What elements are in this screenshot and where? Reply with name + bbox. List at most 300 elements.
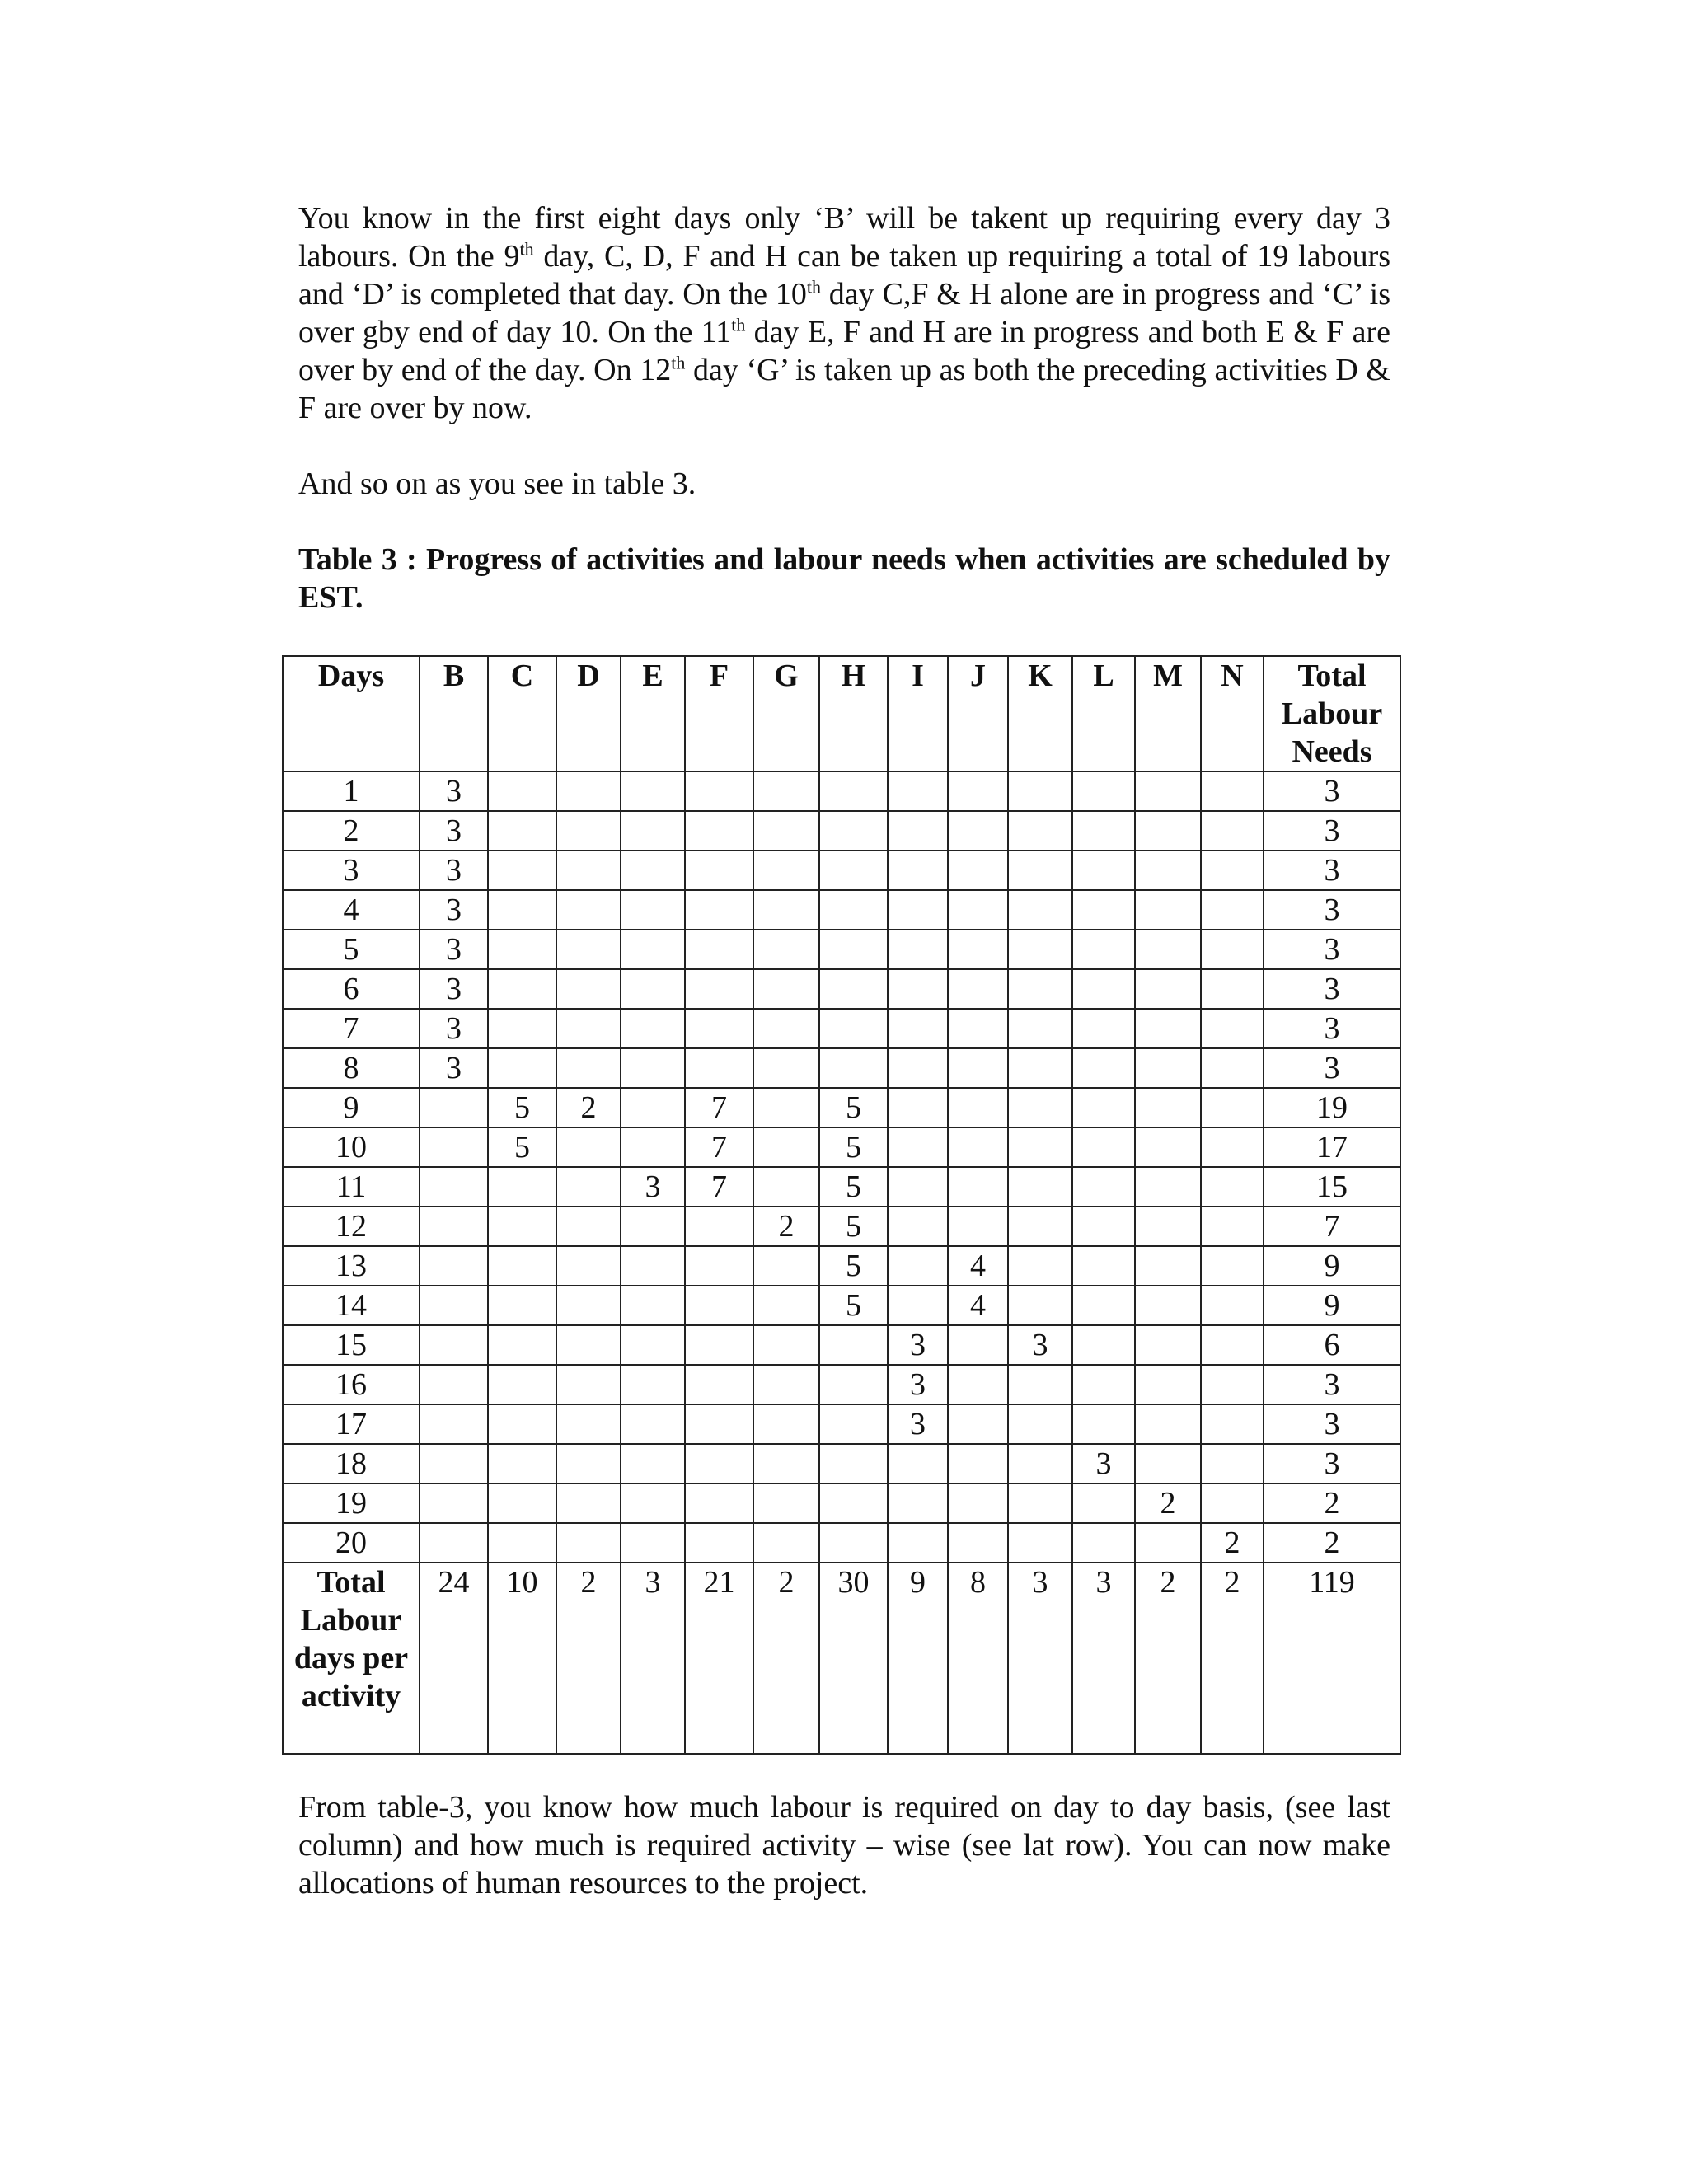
total-needs-cell: 2 (1264, 1523, 1400, 1563)
labour-cell (1072, 1246, 1135, 1286)
labour-cell (753, 1246, 819, 1286)
labour-cell (556, 1009, 621, 1048)
labour-cell: 2 (1201, 1523, 1264, 1563)
labour-cell (488, 771, 556, 811)
activity-total-cell: 30 (819, 1563, 888, 1754)
labour-cell (948, 771, 1008, 811)
labour-cell: 3 (420, 851, 488, 890)
labour-cell (621, 1246, 685, 1286)
day-cell: 10 (283, 1127, 420, 1167)
labour-cell (1201, 1246, 1264, 1286)
labour-cell (1008, 930, 1072, 969)
activity-total-cell: 119 (1264, 1563, 1400, 1754)
labour-cell (488, 1365, 556, 1404)
labour-cell: 7 (685, 1127, 753, 1167)
labour-cell: 3 (888, 1404, 948, 1444)
labour-cell (621, 851, 685, 890)
labour-cell (888, 1009, 948, 1048)
table-row (283, 1207, 1400, 1246)
column-header: M (1135, 656, 1201, 771)
labour-cell: 3 (888, 1365, 948, 1404)
total-needs-cell: 15 (1264, 1167, 1400, 1207)
labour-cell (753, 1009, 819, 1048)
labour-cell (420, 1127, 488, 1167)
labour-cell (488, 1048, 556, 1088)
total-needs-cell: 19 (1264, 1088, 1400, 1127)
labour-cell: 3 (420, 969, 488, 1009)
labour-cell (753, 890, 819, 930)
labour-cell (1008, 890, 1072, 930)
labour-cell (1201, 811, 1264, 851)
labour-cell: 2 (753, 1207, 819, 1246)
table-row (283, 1009, 1400, 1048)
labour-cell (948, 1523, 1008, 1563)
labour-cell (621, 1325, 685, 1365)
labour-cell (1072, 890, 1135, 930)
labour-cell (1008, 1127, 1072, 1167)
labour-cell (621, 811, 685, 851)
labour-cell (948, 969, 1008, 1009)
labour-cell (1135, 1404, 1201, 1444)
day-cell: 5 (283, 930, 420, 969)
labour-cell (621, 1207, 685, 1246)
labour-cell (1201, 771, 1264, 811)
table-row (283, 1404, 1400, 1444)
labour-cell (488, 969, 556, 1009)
labour-cell (1135, 930, 1201, 969)
labour-cell (621, 1088, 685, 1127)
labour-cell: 5 (819, 1286, 888, 1325)
labour-cell (753, 969, 819, 1009)
labour-cell: 3 (1008, 1325, 1072, 1365)
labour-cell (948, 1404, 1008, 1444)
total-needs-cell: 3 (1264, 1009, 1400, 1048)
labour-cell (1201, 969, 1264, 1009)
labour-cell (1072, 811, 1135, 851)
labour-cell: 7 (685, 1088, 753, 1127)
labour-cell (556, 1523, 621, 1563)
activity-total-cell: 3 (1072, 1563, 1135, 1754)
labour-cell (685, 1286, 753, 1325)
table-row (283, 1325, 1400, 1365)
table-row (283, 1088, 1400, 1127)
labour-cell (685, 1365, 753, 1404)
labour-cell (420, 1404, 488, 1444)
labour-cell (948, 930, 1008, 969)
labour-cell (819, 930, 888, 969)
total-needs-cell: 17 (1264, 1127, 1400, 1167)
labour-cell (819, 1444, 888, 1483)
day-cell: 9 (283, 1088, 420, 1127)
day-cell: 14 (283, 1286, 420, 1325)
day-cell: 1 (283, 771, 420, 811)
labour-cell (948, 1127, 1008, 1167)
table-row (283, 1286, 1400, 1325)
labour-cell (1135, 1286, 1201, 1325)
labour-cell (1072, 1365, 1135, 1404)
labour-cell (621, 969, 685, 1009)
labour-cell: 3 (621, 1167, 685, 1207)
text-run: day, C, D, F and H can be taken up requiring a total of 19 labours and ‘D’ is completed that day. On the 10 (298, 239, 1391, 312)
labour-cell: 5 (819, 1207, 888, 1246)
labour-cell (685, 851, 753, 890)
labour-cell (888, 1483, 948, 1523)
labour-cell (888, 969, 948, 1009)
labour-cell (1201, 1325, 1264, 1365)
labour-cell: 3 (420, 1048, 488, 1088)
labour-cell (888, 771, 948, 811)
labour-cell (888, 930, 948, 969)
labour-cell (420, 1207, 488, 1246)
labour-cell (685, 930, 753, 969)
table-row (283, 1523, 1400, 1563)
labour-cell (488, 811, 556, 851)
labour-cell (1072, 1127, 1135, 1167)
day-cell: 19 (283, 1483, 420, 1523)
total-needs-cell: 6 (1264, 1325, 1400, 1365)
labour-cell (1008, 1444, 1072, 1483)
total-needs-cell: 9 (1264, 1246, 1400, 1286)
labour-cell (420, 1523, 488, 1563)
labour-cell (1135, 811, 1201, 851)
labour-cell (1135, 1048, 1201, 1088)
table-row (283, 1365, 1400, 1404)
labour-cell (488, 1167, 556, 1207)
intro-paragraph (298, 199, 1390, 427)
labour-cell (621, 890, 685, 930)
labour-cell (1135, 890, 1201, 930)
labour-cell (948, 890, 1008, 930)
labour-cell (685, 1325, 753, 1365)
labour-cell (1008, 811, 1072, 851)
labour-cell (621, 771, 685, 811)
labour-cell (488, 851, 556, 890)
labour-cell (1072, 1483, 1135, 1523)
labour-cell (1008, 851, 1072, 890)
labour-cell (1008, 1523, 1072, 1563)
labour-cell (621, 1048, 685, 1088)
labour-cell (819, 1048, 888, 1088)
labour-cell (621, 930, 685, 969)
labour-cell (556, 1246, 621, 1286)
closing-paragraph: From table-3, you know how much labour is required on day to day basis, (see last column) and how much is required activity – wise (see lat row). You can now make allocations of human resources to the project. (298, 1790, 1390, 1900)
labour-cell (1072, 1048, 1135, 1088)
day-cell: 20 (283, 1523, 420, 1563)
total-needs-cell: 3 (1264, 851, 1400, 890)
labour-cell (1135, 1127, 1201, 1167)
labour-cell (753, 1088, 819, 1127)
labour-cell (948, 1365, 1008, 1404)
labour-cell (420, 1325, 488, 1365)
day-cell: 18 (283, 1444, 420, 1483)
labour-cell (621, 1404, 685, 1444)
labour-cell (420, 1286, 488, 1325)
text-run: day ‘G’ is taken up as both the preceding activities D & F are over by now. (298, 353, 1390, 425)
labour-cell (488, 1009, 556, 1048)
labour-cell (1201, 1404, 1264, 1444)
labour-cell (819, 1523, 888, 1563)
labour-cell (753, 811, 819, 851)
labour-cell: 7 (685, 1167, 753, 1207)
total-needs-cell: 3 (1264, 969, 1400, 1009)
labour-cell (753, 1444, 819, 1483)
labour-cell (1135, 1009, 1201, 1048)
labour-cell (753, 930, 819, 969)
table-row (283, 969, 1400, 1009)
table-row (283, 930, 1400, 969)
labour-cell (1008, 1088, 1072, 1127)
labour-cell (1135, 1246, 1201, 1286)
labour-cell (1072, 851, 1135, 890)
table-header-row (283, 656, 1400, 771)
labour-cell (888, 811, 948, 851)
labour-cell (1072, 1088, 1135, 1127)
labour-cell (420, 1483, 488, 1523)
column-header: E (621, 656, 685, 771)
labour-cell (1135, 1444, 1201, 1483)
labour-cell: 2 (556, 1088, 621, 1127)
table-row (283, 1127, 1400, 1167)
column-header: H (819, 656, 888, 771)
labour-cell: 3 (1072, 1444, 1135, 1483)
labour-cell (1201, 930, 1264, 969)
labour-cell (1008, 969, 1072, 1009)
column-header: B (420, 656, 488, 771)
labour-cell (819, 969, 888, 1009)
day-cell: 17 (283, 1404, 420, 1444)
labour-cell (420, 1167, 488, 1207)
labour-cell (488, 930, 556, 969)
labour-cell (819, 851, 888, 890)
labour-cell (1201, 1483, 1264, 1523)
labour-cell (888, 1127, 948, 1167)
labour-cell (420, 1088, 488, 1127)
labour-cell (556, 930, 621, 969)
labour-cell (1008, 1286, 1072, 1325)
labour-cell (1072, 1167, 1135, 1207)
labour-cell (556, 1404, 621, 1444)
column-header: C (488, 656, 556, 771)
labour-cell (1201, 1444, 1264, 1483)
labour-cell (753, 771, 819, 811)
labour-cell (1008, 1009, 1072, 1048)
day-cell: 7 (283, 1009, 420, 1048)
labour-cell: 5 (819, 1088, 888, 1127)
labour-cell (1072, 1523, 1135, 1563)
labour-cell (685, 1246, 753, 1286)
table-row (283, 890, 1400, 930)
labour-cell (1201, 1127, 1264, 1167)
total-needs-cell: 3 (1264, 1404, 1400, 1444)
labour-cell (685, 1404, 753, 1444)
labour-cell: 5 (488, 1127, 556, 1167)
labour-cell: 4 (948, 1246, 1008, 1286)
activity-total-cell: 2 (1135, 1563, 1201, 1754)
labour-cell (888, 1048, 948, 1088)
labour-cell (753, 1325, 819, 1365)
day-cell: 16 (283, 1365, 420, 1404)
column-header: G (753, 656, 819, 771)
labour-cell (488, 1207, 556, 1246)
labour-cell (488, 1246, 556, 1286)
activity-total-cell: 2 (556, 1563, 621, 1754)
labour-cell (1201, 890, 1264, 930)
labour-cell (948, 1325, 1008, 1365)
activity-total-cell: 8 (948, 1563, 1008, 1754)
labour-cell (1135, 1365, 1201, 1404)
total-row (283, 1563, 1400, 1754)
labour-cell (685, 1523, 753, 1563)
labour-cell (420, 1246, 488, 1286)
labour-cell (1008, 1404, 1072, 1444)
ordinal-suffix: th (519, 238, 534, 260)
column-header: D (556, 656, 621, 771)
labour-cell (685, 890, 753, 930)
labour-cell (888, 890, 948, 930)
labour-cell (819, 811, 888, 851)
labour-cell (753, 1523, 819, 1563)
total-needs-cell: 9 (1264, 1286, 1400, 1325)
column-header: Total Labour Needs (1264, 656, 1400, 771)
labour-cell (556, 1325, 621, 1365)
labour-cell (556, 1444, 621, 1483)
column-header: J (948, 656, 1008, 771)
labour-cell (948, 1048, 1008, 1088)
labour-cell (819, 1009, 888, 1048)
labour-cell (1072, 771, 1135, 811)
labour-cell (753, 1048, 819, 1088)
labour-cell: 3 (420, 1009, 488, 1048)
labour-cell (420, 1444, 488, 1483)
labour-cell (1135, 1325, 1201, 1365)
labour-cell (1201, 1286, 1264, 1325)
labour-cell (685, 1444, 753, 1483)
labour-cell: 3 (420, 890, 488, 930)
labour-cell (888, 1523, 948, 1563)
total-needs-cell: 2 (1264, 1483, 1400, 1523)
table-row (283, 1444, 1400, 1483)
labour-cell (1135, 1088, 1201, 1127)
text-run: day C,F & H alone are in progress and ‘C’ is over gby end of day 10. On the 11 (298, 277, 1390, 349)
text-run: You know in the first eight days only ‘B’ will be takent up requiring every day 3 labours. On the 9 (298, 201, 1390, 274)
day-cell: 2 (283, 811, 420, 851)
labour-cell (948, 1009, 1008, 1048)
labour-cell: 5 (488, 1088, 556, 1127)
labour-cell (948, 1167, 1008, 1207)
column-header: F (685, 656, 753, 771)
labour-cell: 4 (948, 1286, 1008, 1325)
activity-total-cell: 24 (420, 1563, 488, 1754)
labour-cell (488, 1404, 556, 1444)
labour-cell (888, 1444, 948, 1483)
labour-cell (1201, 851, 1264, 890)
labour-needs-table (282, 655, 1401, 1755)
labour-cell (948, 1088, 1008, 1127)
labour-cell (753, 1365, 819, 1404)
total-row-label: Total Labour days per activity (283, 1563, 420, 1754)
labour-cell (948, 851, 1008, 890)
labour-cell (488, 1523, 556, 1563)
labour-cell (819, 1365, 888, 1404)
labour-cell (888, 1167, 948, 1207)
labour-cell (1072, 1404, 1135, 1444)
labour-cell (1008, 1207, 1072, 1246)
labour-cell (1008, 1365, 1072, 1404)
activity-total-cell: 2 (1201, 1563, 1264, 1754)
labour-cell (556, 771, 621, 811)
labour-cell (556, 1483, 621, 1523)
labour-cell (621, 1523, 685, 1563)
labour-cell (556, 890, 621, 930)
labour-cell (948, 1483, 1008, 1523)
column-header: N (1201, 656, 1264, 771)
day-cell: 12 (283, 1207, 420, 1246)
labour-cell (556, 851, 621, 890)
table-body (283, 771, 1400, 1754)
total-needs-cell: 3 (1264, 1365, 1400, 1404)
labour-cell: 3 (420, 930, 488, 969)
table-row (283, 811, 1400, 851)
day-cell: 4 (283, 890, 420, 930)
total-needs-cell: 3 (1264, 811, 1400, 851)
labour-cell (685, 1207, 753, 1246)
labour-cell (556, 1286, 621, 1325)
labour-cell (948, 811, 1008, 851)
labour-cell (556, 1207, 621, 1246)
column-header: L (1072, 656, 1135, 771)
labour-cell (888, 1246, 948, 1286)
ordinal-suffix: th (806, 276, 821, 298)
activity-total-cell: 3 (1008, 1563, 1072, 1754)
labour-cell (556, 1127, 621, 1167)
labour-cell (1135, 1523, 1201, 1563)
labour-cell (1008, 1483, 1072, 1523)
labour-cell (1201, 1167, 1264, 1207)
labour-cell (948, 1444, 1008, 1483)
labour-cell: 5 (819, 1127, 888, 1167)
labour-cell: 3 (888, 1325, 948, 1365)
labour-cell (1072, 969, 1135, 1009)
table-row (283, 851, 1400, 890)
labour-cell (1008, 1048, 1072, 1088)
labour-cell: 2 (1135, 1483, 1201, 1523)
table-row (283, 771, 1400, 811)
labour-cell (753, 1127, 819, 1167)
labour-cell (888, 851, 948, 890)
labour-cell (1135, 969, 1201, 1009)
labour-cell (753, 1286, 819, 1325)
labour-cell (888, 1088, 948, 1127)
day-cell: 3 (283, 851, 420, 890)
labour-cell (819, 1325, 888, 1365)
activity-total-cell: 2 (753, 1563, 819, 1754)
labour-cell (488, 1483, 556, 1523)
labour-cell (1135, 1207, 1201, 1246)
labour-cell (488, 1286, 556, 1325)
labour-cell (621, 1483, 685, 1523)
activity-total-cell: 3 (621, 1563, 685, 1754)
labour-cell (1072, 1286, 1135, 1325)
activity-total-cell: 10 (488, 1563, 556, 1754)
table-caption: Table 3 : Progress of activities and labour needs when activities are scheduled by EST. (298, 542, 1390, 615)
activity-total-cell: 21 (685, 1563, 753, 1754)
day-cell: 8 (283, 1048, 420, 1088)
labour-cell (685, 1009, 753, 1048)
labour-cell (753, 1483, 819, 1523)
labour-cell (685, 811, 753, 851)
labour-cell (488, 1325, 556, 1365)
labour-cell (1072, 1325, 1135, 1365)
